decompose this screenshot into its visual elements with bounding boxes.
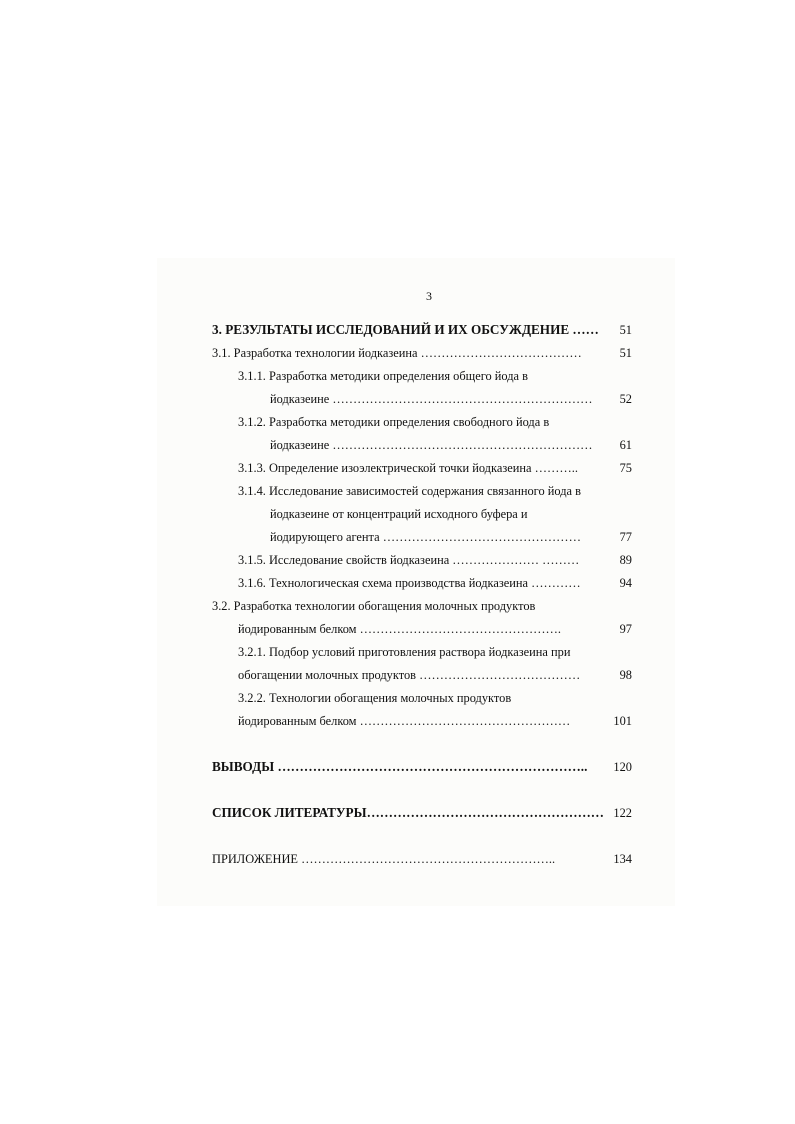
toc-entry-label: 3.1.1. Разработка методики определения общего йода в [238,369,528,383]
toc-entry-label: 3.1.2. Разработка методики определения свободного йода в [238,415,550,429]
toc-entry-label: 3.2.1. Подбор условий приготовления раствора йодказеина при [238,645,571,659]
toc-entry-3-1-6[interactable] [0,573,795,593]
toc-entry-page: 94 [619,576,632,590]
toc-entry-3-1-4-cont[interactable] [0,504,795,524]
toc-entry-label: обогащении молочных продуктов ………………………………… [238,668,581,682]
toc-entry-label: йодирующего агента ………………………………………… [270,530,581,544]
toc-entry-conclusions[interactable] [0,757,795,777]
toc-entry-label: 3.1.5. Исследование свойств йодказеина ………………… ……… [238,553,580,567]
toc-entry-3-1-3[interactable] [0,458,795,478]
toc-entry-label: йодированным белком …………………………………………… [238,714,571,728]
toc-entry-page: 101 [613,714,632,728]
toc-entry-label: 3.1.3. Определение изоэлектрической точки йодказеина ……….. [238,461,578,475]
toc-entry-3-2[interactable] [0,596,795,616]
toc-entry-page: 61 [619,438,632,452]
toc-entry-label: ВЫВОДЫ …………………………………………………………….. [212,759,588,774]
toc-entry-3-1-1[interactable] [0,366,795,386]
toc-entry-page: 51 [619,323,632,337]
toc-entry-label: 3.2. Разработка технологии обогащения молочных продуктов [212,599,536,613]
toc-entry-page: 97 [619,622,632,636]
toc-entry-label: йодказеине от концентраций исходного буфера и [270,507,528,521]
toc-entry-label: 3. РЕЗУЛЬТАТЫ ИССЛЕДОВАНИЙ И ИХ ОБСУЖДЕНИЕ …… [212,322,599,337]
toc-entry-page: 75 [619,461,632,475]
toc-entry-page: 98 [619,668,632,682]
toc-entry-page: 52 [619,392,632,406]
toc-entry-references[interactable] [0,803,795,823]
toc-entry-3-2-cont[interactable] [0,619,795,639]
toc-entry-3-1[interactable] [0,343,795,363]
toc-entry-label: СПИСОК ЛИТЕРАТУРЫ……………………………………………… [212,805,604,820]
toc-entry-3-2-1[interactable] [0,642,795,662]
toc-entry-3-2-1-cont[interactable] [0,665,795,685]
toc-entry-3-1-4[interactable] [0,481,795,501]
toc-entry-page: 77 [619,530,632,544]
toc-entry-3-2-2-cont[interactable] [0,711,795,731]
toc-entry-3-1-5[interactable] [0,550,795,570]
toc-entry-label: йодказеине ……………………………………………………… [270,438,593,452]
toc-entry-page: 134 [613,852,632,866]
page-number: 3 [426,289,432,303]
toc-entry-3-1-4-cont2[interactable] [0,527,795,547]
toc-entry-3-1-2[interactable] [0,412,795,432]
toc-entry-page: 122 [613,806,632,820]
toc-entry-3-2-2[interactable] [0,688,795,708]
toc-entry-label: 3.1. Разработка технологии йодказеина ………………………………… [212,346,582,360]
toc-entry-label: 3.2.2. Технологии обогащения молочных продуктов [238,691,512,705]
toc-entry-3[interactable] [0,320,795,340]
toc-entry-page: 89 [619,553,632,567]
toc-entry-3-1-2-cont[interactable] [0,435,795,455]
toc-entry-label: йодированным белком …………………………………………. [238,622,561,636]
toc-entry-label: 3.1.6. Технологическая схема производства йодказеина ………… [238,576,581,590]
toc-entry-label: ПРИЛОЖЕНИЕ …………………………………………………….. [212,852,556,866]
toc-entry-appendix[interactable] [0,849,795,869]
toc-entry-label: 3.1.4. Исследование зависимостей содержания связанного йода в [238,484,581,498]
toc-entry-3-1-1-cont[interactable] [0,389,795,409]
toc-entry-page: 51 [619,346,632,360]
toc-entry-label: йодказеине ……………………………………………………… [270,392,593,406]
toc-entry-page: 120 [613,760,632,774]
